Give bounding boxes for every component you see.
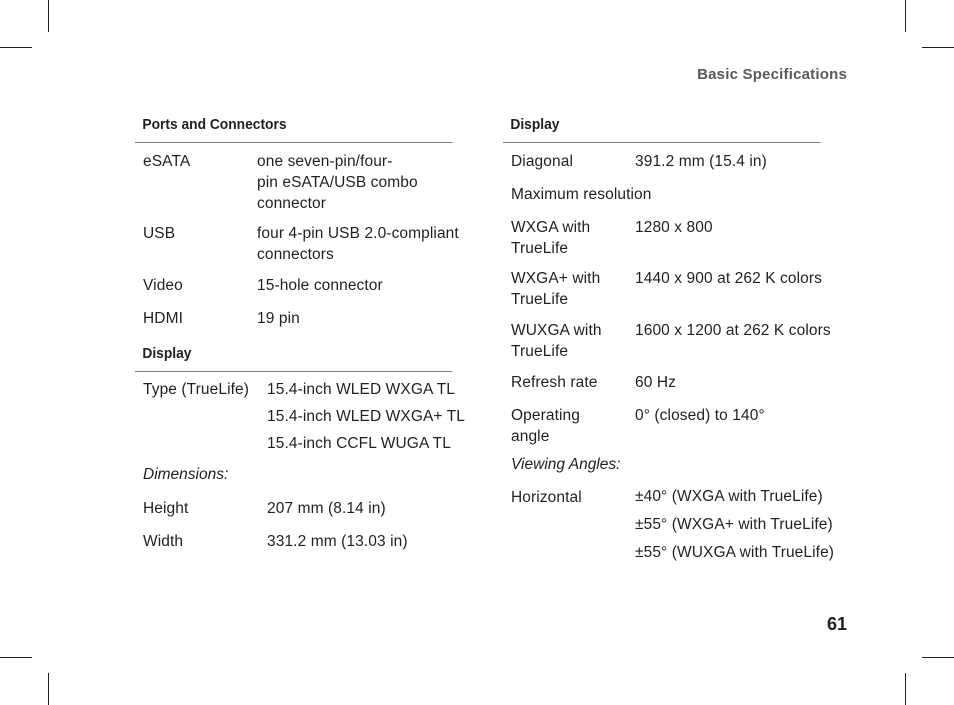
running-header: Basic Specifications (697, 66, 847, 83)
crop-mark (905, 673, 906, 705)
spec-row-usb (135, 223, 480, 265)
crop-mark (48, 0, 49, 32)
spec-value (257, 151, 480, 214)
spec-row-operating-angle (503, 405, 848, 447)
spec-value: 15-hole connector (257, 277, 383, 294)
section-title-ports: Ports and Connectors (135, 116, 452, 143)
spec-label-line: WXGA with (511, 219, 591, 236)
spec-label-line: TrueLife (511, 240, 569, 257)
spec-row-wuxga (503, 320, 848, 362)
spec-label-line: angle (511, 428, 550, 445)
spec-value-line: 15.4-inch CCFL WUGA TL (267, 435, 451, 452)
crop-mark (905, 0, 906, 32)
spec-row-width (135, 531, 480, 552)
spec-row-max-resolution (503, 184, 848, 205)
spec-value-line: ±55° (WXGA+ with TrueLife) (635, 516, 833, 533)
crop-mark (922, 657, 954, 658)
spec-value-line: one seven-pin/four- (257, 153, 393, 170)
spec-value-line: connectors (257, 246, 334, 263)
spec-label: USB (143, 225, 176, 242)
spec-label: Height (143, 500, 189, 517)
spec-row-wxga (503, 217, 848, 259)
spec-value-line: 15.4-inch WLED WXGA TL (267, 381, 455, 398)
spec-label-line: WXGA+ with (511, 270, 601, 287)
section-title-display-right: Display (503, 116, 820, 143)
spec-row-height (135, 498, 480, 519)
spec-label: eSATA (143, 153, 191, 170)
spec-label: Video (143, 277, 183, 294)
spec-value: 1440 x 900 at 262 K colors (635, 270, 823, 287)
spec-label: Width (143, 533, 184, 550)
dimensions-label: Dimensions: (143, 466, 229, 483)
spec-label-line: WUXGA with (511, 322, 602, 339)
section-title-display-left: Display (135, 345, 452, 372)
spec-label-line: TrueLife (511, 343, 569, 360)
crop-mark (922, 47, 954, 48)
page-number: 61 (826, 614, 847, 634)
crop-mark (0, 47, 32, 48)
spec-label (503, 405, 635, 447)
spec-row-diagonal (503, 151, 848, 172)
spec-row-hdmi (135, 308, 480, 329)
spec-value (635, 483, 848, 567)
spec-label (503, 320, 635, 362)
spec-value-line: ±55° (WUXGA with TrueLife) (635, 544, 835, 561)
spec-row-wxga-plus (503, 268, 848, 310)
spec-value: 1280 x 800 (635, 219, 713, 236)
spec-label-line: Operating (511, 407, 580, 424)
spec-label: HDMI (143, 310, 184, 327)
spec-label: Type (TrueLife) (143, 381, 250, 398)
spec-value-line: 15.4-inch WLED WXGA+ TL (267, 408, 465, 425)
spec-value: 19 pin (257, 310, 300, 327)
right-column (503, 116, 848, 567)
spec-label: Maximum resolution (511, 186, 652, 203)
spec-row-refresh-rate (503, 372, 848, 393)
spec-value: 1600 x 1200 at 262 K colors (635, 322, 831, 339)
spec-row-horizontal (503, 487, 848, 567)
spec-row-type (135, 379, 480, 457)
spec-label: Diagonal (511, 153, 573, 170)
spec-value: 0° (closed) to 140° (635, 407, 765, 424)
spec-label (503, 217, 635, 259)
spec-value: 207 mm (8.14 in) (267, 500, 386, 517)
crop-mark (0, 657, 32, 658)
spec-value: 60 Hz (635, 374, 676, 391)
spec-value-line: ±40° (WXGA with TrueLife) (635, 488, 823, 505)
spec-value (267, 376, 480, 457)
spec-value-line: connector (257, 195, 326, 212)
spec-row-video (135, 275, 480, 296)
spec-row-esata (135, 151, 480, 214)
spec-label-line: TrueLife (511, 291, 569, 308)
spec-label (503, 268, 635, 310)
spec-label: Horizontal (511, 489, 582, 506)
spec-value: 331.2 mm (13.03 in) (267, 533, 408, 550)
spec-value (257, 223, 480, 265)
spec-value: 391.2 mm (15.4 in) (635, 153, 767, 170)
viewing-angles-label: Viewing Angles: (511, 456, 621, 473)
spec-value-line: pin eSATA/USB combo (257, 174, 418, 191)
crop-mark (48, 673, 49, 705)
left-column (135, 116, 480, 552)
spec-value-line: four 4-pin USB 2.0-compliant (257, 225, 459, 242)
spec-label: Refresh rate (511, 374, 598, 391)
